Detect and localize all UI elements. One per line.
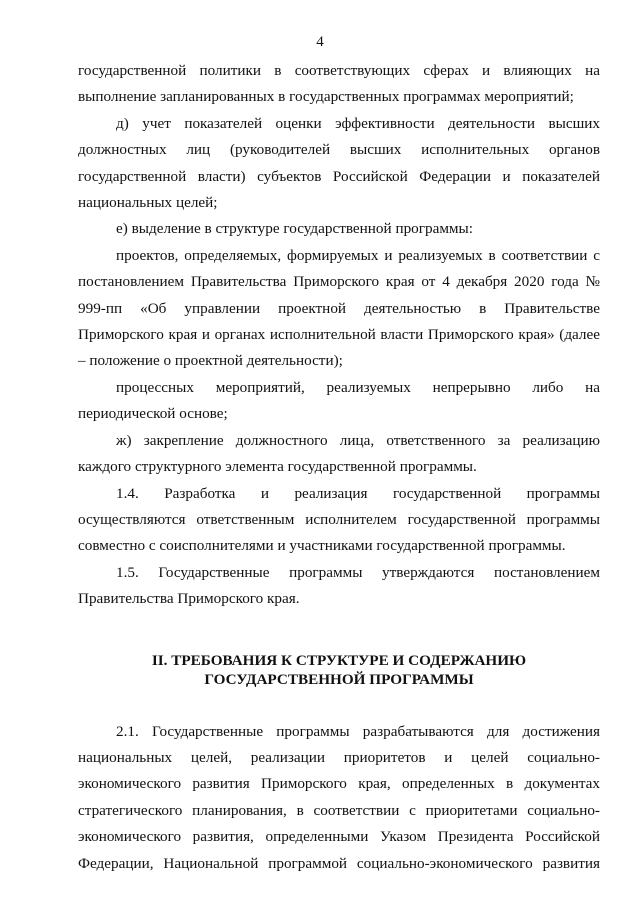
paragraph-item-zh: ж) закрепление должностного лица, ответственного за реализацию каждого структурного элемента государственной программы. <box>78 431 600 476</box>
document-body <box>78 58 600 877</box>
section-heading-line-1: II. ТРЕБОВАНИЯ К СТРУКТУРЕ И СОДЕРЖАНИЮ <box>151 651 527 669</box>
paragraph-projects: проектов, определяемых, формируемых и реализуемых в соответствии с постановлением Правительства Приморского края от 4 декабря 2020 года № 999-пп «Об управлении проектной деятельностью в Правительстве Приморского края и органах исполнительной власти Приморского края» (далее – положение о проектной деятельности); <box>78 246 600 370</box>
paragraph-1-4: 1.4. Разработка и реализация государственной программы осуществляются ответственным исполнителем государственной программы совместно с соисполнителями и участниками государственной программы. <box>78 484 600 555</box>
page-number: 4 <box>316 34 324 50</box>
paragraph-continuation: государственной политики в соответствующих сферах и влияющих на выполнение запланированных в государственных программах мероприятий; <box>78 62 600 106</box>
paragraph-item-e: е) выделение в структуре государственной программы: <box>116 220 473 238</box>
paragraph-item-d: д) учет показателей оценки эффективности деятельности высших должностных лиц (руководителей высших исполнительных органов государственной власти) субъектов Российской Федерации и показателей национальных целей; <box>78 114 600 212</box>
paragraph-2-1: 2.1. Государственные программы разрабатываются для достижения национальных целей, реализации приоритетов и целей социально-экономического развития Приморского края, определенных в документах стратегического планирования, в соответствии с приоритетами социально-экономического развития, определенными Указом Президента Российской Федерации, Национальной программой социально-экономического развития <box>78 722 600 872</box>
paragraph-process-activities: процессных мероприятий, реализуемых непрерывно либо на периодической основе; <box>78 378 600 423</box>
paragraph-1-5: 1.5. Государственные программы утверждаются постановлением Правительства Приморского края. <box>78 563 600 608</box>
section-heading-line-2: ГОСУДАРСТВЕННОЙ ПРОГРАММЫ <box>204 670 474 688</box>
section-heading <box>78 651 600 689</box>
